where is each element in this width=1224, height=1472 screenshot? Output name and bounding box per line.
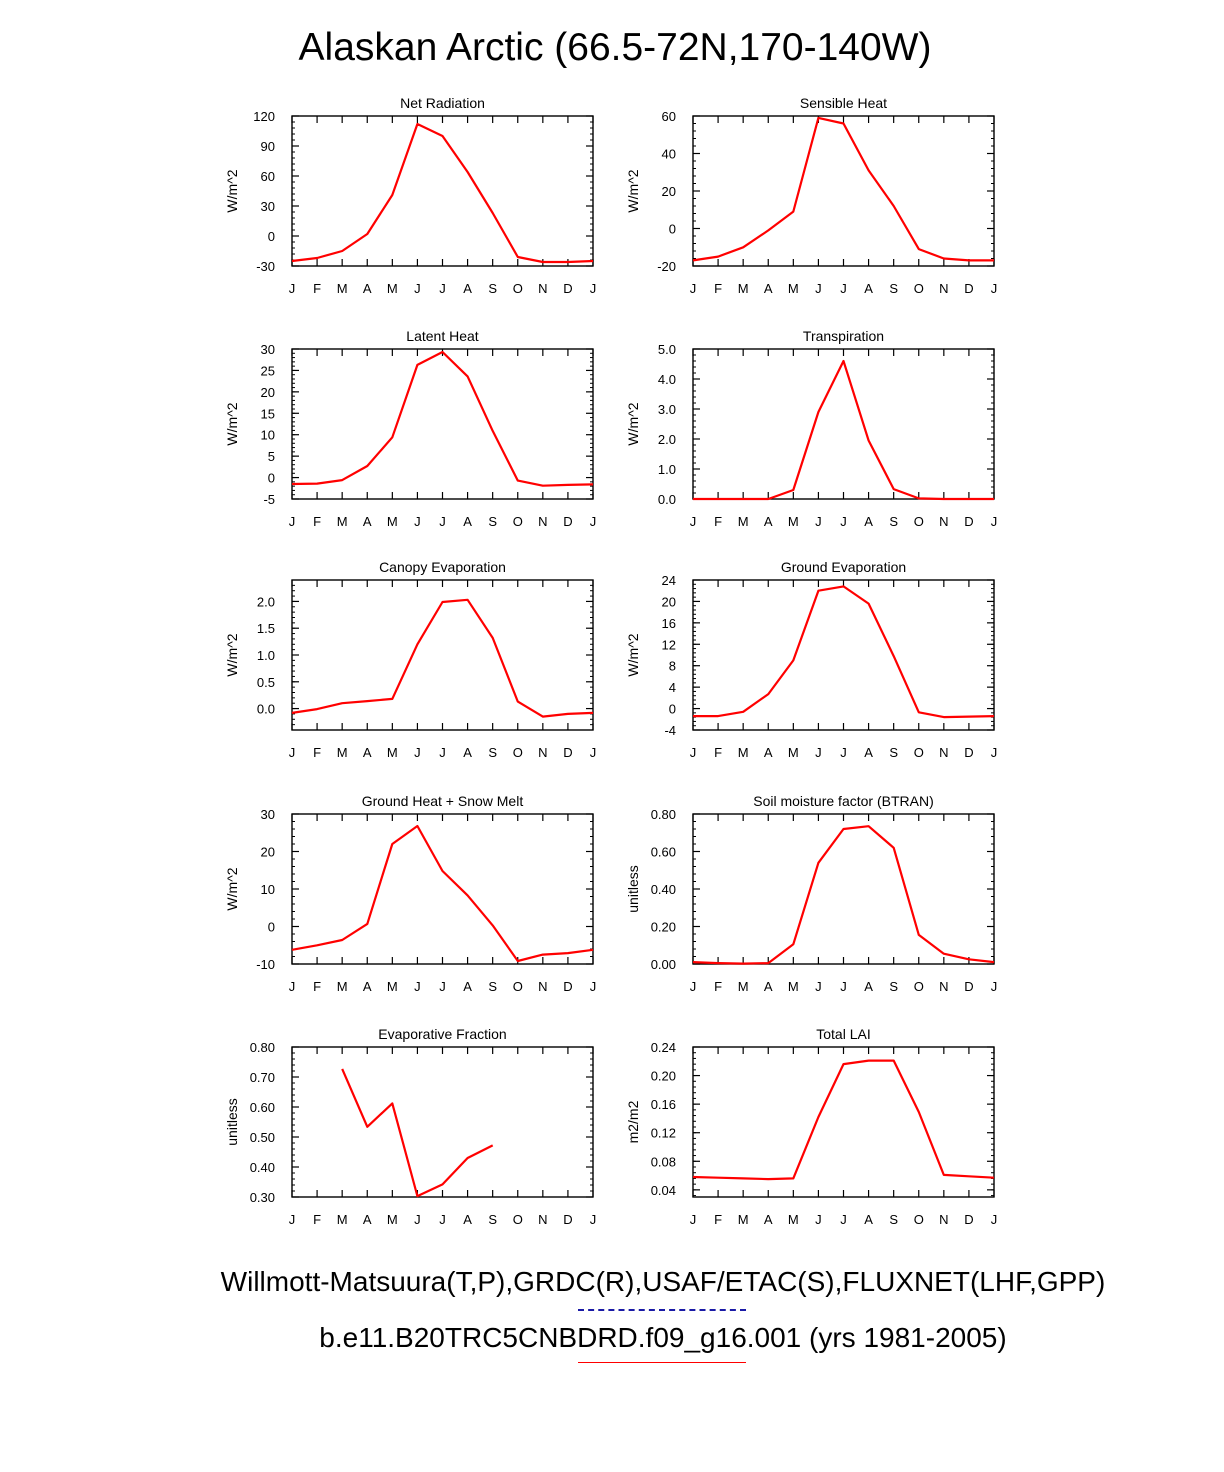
x-tick-label: S [488,745,498,760]
x-tick-label: M [386,514,398,529]
plot-frame [292,116,593,266]
y-tick-label: 0.12 [650,1125,676,1141]
x-tick-label: M [336,745,348,760]
y-tick-label: 2.0 [657,432,676,447]
x-tick-label: J [840,281,847,296]
plot-frame [292,1047,593,1197]
chart-transpiration [625,328,997,529]
x-tick-label: M [787,979,799,994]
series-line-model [292,124,593,262]
plot-frame [292,349,593,499]
chart-net-radiation [224,95,596,296]
x-tick-label: A [362,514,372,529]
y-tick-label: 0.60 [249,1100,275,1115]
y-tick-label: 0.08 [650,1154,676,1170]
chart-latent-heat [224,328,596,529]
series-line-model [693,361,994,499]
x-tick-label: M [386,1212,398,1227]
series-line-model [292,600,593,717]
x-tick-label: S [488,281,498,296]
chart-title: Latent Heat [406,328,479,344]
x-tick-label: J [589,514,597,529]
y-tick-label: -20 [657,259,676,274]
x-tick-label: O [913,1212,924,1227]
x-tick-label: N [939,979,949,994]
x-tick-label: O [512,281,523,296]
x-tick-label: D [964,514,974,529]
y-tick-label: 16 [661,615,676,631]
y-tick-label: 10 [260,427,275,443]
x-tick-label: J [589,979,597,994]
x-tick-label: A [463,979,472,994]
series-line-model [693,1061,994,1180]
x-tick-label: J [439,979,446,994]
y-axis-label: W/m^2 [224,402,240,446]
x-tick-label: J [589,1212,597,1227]
series-line-model [693,586,994,717]
x-tick-label: N [538,281,548,296]
x-tick-label: J [414,979,421,994]
y-axis-label: W/m^2 [625,402,641,446]
x-tick-label: N [939,1212,949,1227]
x-tick-label: S [488,1212,498,1227]
series-line-model [342,1069,493,1196]
y-tick-label: 0.04 [650,1182,676,1198]
x-tick-label: J [288,514,296,529]
x-tick-label: D [964,281,974,296]
y-tick-label: 20 [661,594,676,610]
x-tick-label: F [714,514,723,529]
x-tick-label: O [512,514,523,529]
plot-frame [693,349,994,499]
y-tick-label: 1.5 [256,621,275,637]
y-tick-label: 0.0 [657,492,676,507]
x-tick-label: N [939,745,949,760]
x-tick-label: F [714,1212,723,1227]
y-tick-label: -10 [256,957,275,972]
x-tick-label: J [815,745,822,760]
y-tick-label: 0.0 [256,701,275,717]
x-tick-label: N [939,281,949,296]
chart-title: Total LAI [816,1026,871,1042]
x-tick-label: D [563,979,573,994]
chart-title: Evaporative Fraction [378,1026,507,1042]
chart-title: Canopy Evaporation [379,559,506,575]
chart-total-lai [625,1026,997,1227]
x-tick-label: A [463,514,472,529]
y-tick-label: 3.0 [657,402,676,417]
y-tick-label: 0.70 [249,1070,275,1085]
y-tick-label: 24 [661,573,676,588]
x-tick-label: J [288,745,296,760]
x-tick-label: M [787,514,799,529]
page-title: Alaskan Arctic (66.5-72N,170-140W) [298,26,932,69]
y-tick-label: 0 [267,229,275,244]
chart-title: Transpiration [802,328,885,344]
y-tick-label: 60 [661,109,676,124]
x-tick-label: O [512,1212,523,1227]
y-axis-label: W/m^2 [625,169,641,213]
x-tick-label: D [563,745,573,760]
x-tick-label: J [589,281,597,296]
y-axis-label: W/m^2 [625,633,641,677]
x-tick-label: J [689,281,697,296]
y-tick-label: 4.0 [657,372,676,387]
series-line-model [693,826,994,963]
y-tick-label: 30 [260,807,275,822]
x-tick-label: J [288,281,296,296]
x-tick-label: J [439,514,446,529]
x-tick-label: J [689,979,697,994]
x-tick-label: J [689,514,697,529]
x-tick-label: A [763,514,773,529]
y-tick-label: 0 [668,221,676,237]
x-tick-label: J [439,745,446,760]
y-tick-label: 15 [260,406,275,422]
y-tick-label: -30 [256,259,275,274]
y-tick-label: 0.40 [650,882,676,897]
y-tick-label: 4 [668,680,676,696]
x-tick-label: S [488,979,498,994]
y-tick-label: 0.40 [249,1160,275,1175]
x-tick-label: A [463,1212,472,1227]
y-tick-label: 10 [260,882,275,897]
y-tick-label: 0.80 [650,807,676,822]
y-axis-label: W/m^2 [224,169,240,213]
y-axis-label: unitless [625,865,641,913]
x-tick-label: F [313,745,322,760]
y-tick-label: 90 [260,139,275,154]
x-tick-label: J [840,1212,847,1227]
y-tick-label: -4 [664,723,676,738]
x-tick-label: J [815,281,822,296]
obs-legend-line [578,1309,746,1311]
x-tick-label: A [362,281,372,296]
x-tick-label: F [714,745,723,760]
chart-sensible-heat [625,95,997,296]
x-tick-label: A [362,979,372,994]
y-tick-label: 20 [661,184,676,199]
y-axis-label: W/m^2 [224,867,240,911]
x-tick-label: A [362,745,372,760]
x-tick-label: O [913,745,924,760]
x-tick-label: S [889,514,899,529]
x-tick-label: J [840,745,847,760]
y-tick-label: -5 [263,492,275,507]
x-tick-label: N [538,1212,548,1227]
chart-title: Net Radiation [400,95,485,111]
y-tick-label: 0 [267,470,275,486]
x-tick-label: J [840,979,847,994]
x-tick-label: F [714,281,723,296]
y-tick-label: 5.0 [657,342,676,357]
x-tick-label: J [990,514,998,529]
x-tick-label: J [689,745,697,760]
x-tick-label: M [737,745,749,760]
chart-title: Sensible Heat [799,95,888,111]
x-tick-label: A [763,1212,773,1227]
x-tick-label: O [913,281,924,296]
observations-credit: Willmott-Matsuura(T,P),GRDC(R),USAF/ETAC(S),FLUXNET(LHF,GPP) [220,1266,1106,1297]
y-tick-label: 1.0 [256,648,275,663]
x-tick-label: N [538,979,548,994]
x-tick-label: J [990,281,998,296]
chart-ground-heat-snow-melt [224,793,596,994]
x-tick-label: S [889,281,899,296]
y-tick-label: 0.5 [256,674,275,690]
x-tick-label: M [737,1212,749,1227]
x-tick-label: J [439,281,446,296]
x-tick-label: A [763,745,773,760]
x-tick-label: J [840,514,847,529]
y-axis-label: m2/m2 [625,1100,641,1144]
x-tick-label: J [589,745,597,760]
model-legend-line [578,1362,746,1363]
y-tick-label: 8 [668,658,676,674]
x-tick-label: A [864,745,873,760]
x-tick-label: N [538,514,548,529]
plot-frame [693,580,994,730]
x-tick-label: A [864,1212,873,1227]
x-tick-label: F [313,979,322,994]
x-tick-label: A [763,979,773,994]
x-tick-label: A [463,281,472,296]
y-tick-label: 0.20 [650,1068,676,1084]
y-tick-label: 0.80 [249,1040,275,1055]
x-tick-label: J [990,979,998,994]
y-axis-label: W/m^2 [224,633,240,677]
x-tick-label: J [414,745,421,760]
x-tick-label: O [913,979,924,994]
x-tick-label: A [864,514,873,529]
x-tick-label: J [815,979,822,994]
x-tick-label: J [815,1212,822,1227]
x-tick-label: N [939,514,949,529]
x-tick-label: M [386,979,398,994]
x-tick-label: O [512,745,523,760]
y-tick-label: 5 [267,449,275,465]
x-tick-label: O [913,514,924,529]
x-tick-label: M [336,514,348,529]
chart-title: Ground Heat + Snow Melt [361,793,524,809]
x-tick-label: A [763,281,773,296]
x-tick-label: J [414,281,421,296]
x-tick-label: A [864,979,873,994]
y-tick-label: 20 [260,844,275,860]
y-tick-label: 0 [668,701,676,717]
x-tick-label: M [787,1212,799,1227]
plot-frame [693,116,994,266]
x-tick-label: S [889,979,899,994]
x-tick-label: M [737,979,749,994]
chart-title: Ground Evaporation [780,559,907,575]
chart-title: Soil moisture factor (BTRAN) [753,793,934,809]
x-tick-label: D [563,281,573,296]
y-tick-label: 2.0 [256,594,275,610]
x-tick-label: D [964,979,974,994]
x-tick-label: J [414,1212,421,1227]
x-tick-label: J [439,1212,446,1227]
y-tick-label: 25 [260,363,275,379]
y-tick-label: 0.20 [650,919,676,935]
x-tick-label: A [463,745,472,760]
x-tick-label: M [787,745,799,760]
x-tick-label: J [288,979,296,994]
x-tick-label: M [336,1212,348,1227]
x-tick-label: J [414,514,421,529]
y-tick-label: 0.24 [650,1040,676,1055]
x-tick-label: S [889,745,899,760]
x-tick-label: S [889,1212,899,1227]
y-tick-label: 0.60 [650,844,676,860]
series-line-model [292,352,593,486]
x-tick-label: F [714,979,723,994]
x-tick-label: N [538,745,548,760]
series-line-model [292,826,593,961]
y-tick-label: 0.00 [650,957,676,972]
y-tick-label: 12 [661,637,676,653]
chart-soil-moisture-factor-btran [625,793,997,994]
x-tick-label: J [288,1212,296,1227]
y-tick-label: 60 [260,169,275,184]
x-tick-label: M [386,745,398,760]
x-tick-label: M [336,979,348,994]
x-tick-label: D [563,514,573,529]
y-tick-label: 40 [661,146,676,162]
x-tick-label: A [864,281,873,296]
x-tick-label: D [563,1212,573,1227]
y-tick-label: 0.50 [249,1130,275,1145]
x-tick-label: F [313,1212,322,1227]
chart-evaporative-fraction [224,1026,596,1227]
y-tick-label: 30 [260,342,275,357]
series-line-model [693,118,994,261]
x-tick-label: M [386,281,398,296]
x-tick-label: J [990,1212,998,1227]
y-axis-label: unitless [224,1098,240,1146]
y-tick-label: 0 [267,919,275,935]
y-tick-label: 20 [260,384,275,400]
x-tick-label: M [787,281,799,296]
plot-frame [693,814,994,964]
chart-ground-evaporation [625,559,997,760]
x-tick-label: M [336,281,348,296]
x-tick-label: J [990,745,998,760]
x-tick-label: F [313,514,322,529]
y-tick-label: 120 [253,109,275,124]
x-tick-label: D [964,745,974,760]
y-tick-label: 1.0 [657,462,676,477]
x-tick-label: O [512,979,523,994]
y-tick-label: 30 [260,199,275,214]
model-case-label: b.e11.B20TRC5CNBDRD.f09_g16.001 (yrs 1981-2005) [319,1322,1007,1353]
x-tick-label: S [488,514,498,529]
chart-canopy-evaporation [224,559,596,760]
x-tick-label: F [313,281,322,296]
y-tick-label: 0.16 [650,1097,676,1113]
x-tick-label: M [737,514,749,529]
x-tick-label: J [689,1212,697,1227]
x-tick-label: M [737,281,749,296]
x-tick-label: D [964,1212,974,1227]
y-tick-label: 0.30 [249,1190,275,1205]
x-tick-label: A [362,1212,372,1227]
x-tick-label: J [815,514,822,529]
